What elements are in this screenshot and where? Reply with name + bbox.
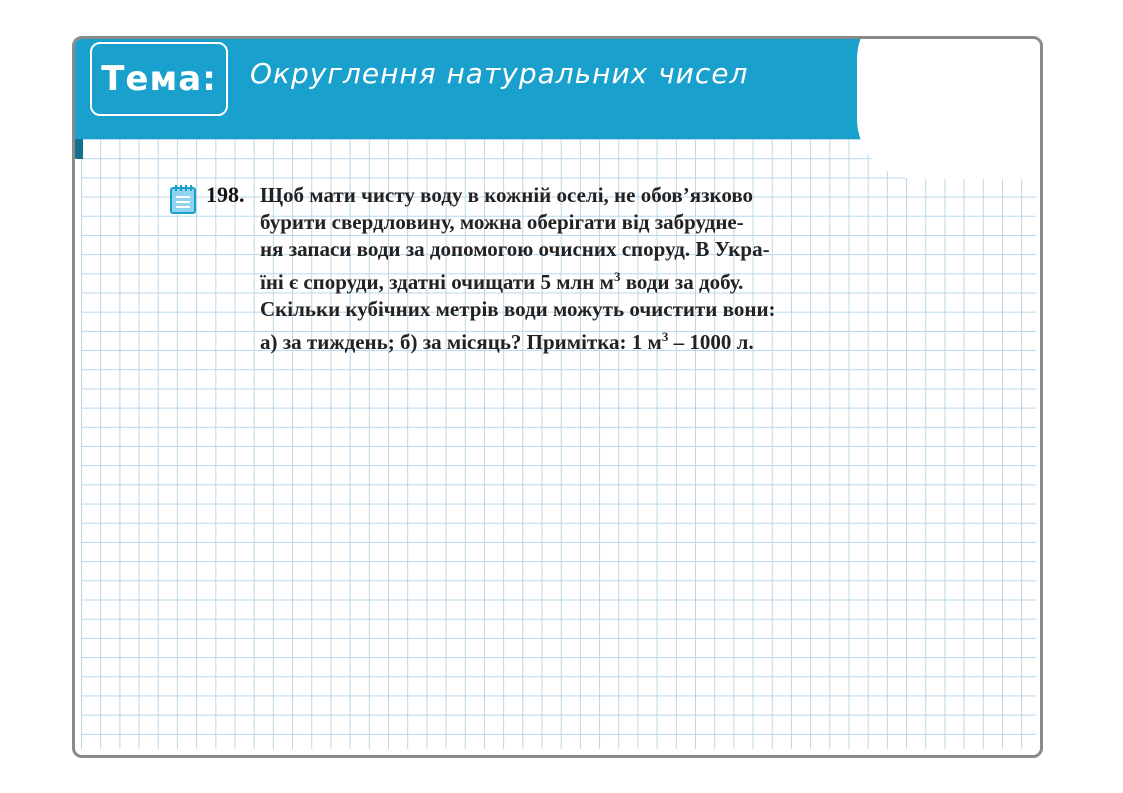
topic-banner bbox=[75, 39, 1040, 139]
worksheet-page bbox=[72, 36, 1043, 758]
task-number: 198. bbox=[206, 182, 245, 207]
topic-label: Тема: bbox=[101, 59, 217, 99]
task-line: бурити свердловину, можна оберігати від забрудне- bbox=[260, 210, 744, 234]
task-line: Скільки кубічних метрів води можуть очистити вони: bbox=[260, 297, 776, 321]
task-line: їні є споруди, здатні очищати 5 млн $м^3$ води за добу. bbox=[260, 269, 744, 294]
task-line: ня запаси води за допомогою очисних споруд. В Укра- bbox=[260, 237, 770, 261]
banner-tab bbox=[72, 139, 83, 159]
notebook-icon bbox=[170, 184, 196, 214]
banner-cutout bbox=[857, 36, 1043, 179]
task-line: Щоб мати чисту воду в кожній оселі, не обов’язково bbox=[260, 183, 754, 207]
task-line: а) за тиждень; б) за місяць? Примітка: 1 $м^3 - 1000$ л. bbox=[260, 329, 754, 354]
topic-label-box bbox=[90, 42, 228, 116]
task-text bbox=[260, 182, 885, 356]
topic-title: Округлення натуральних чисел bbox=[250, 57, 749, 90]
